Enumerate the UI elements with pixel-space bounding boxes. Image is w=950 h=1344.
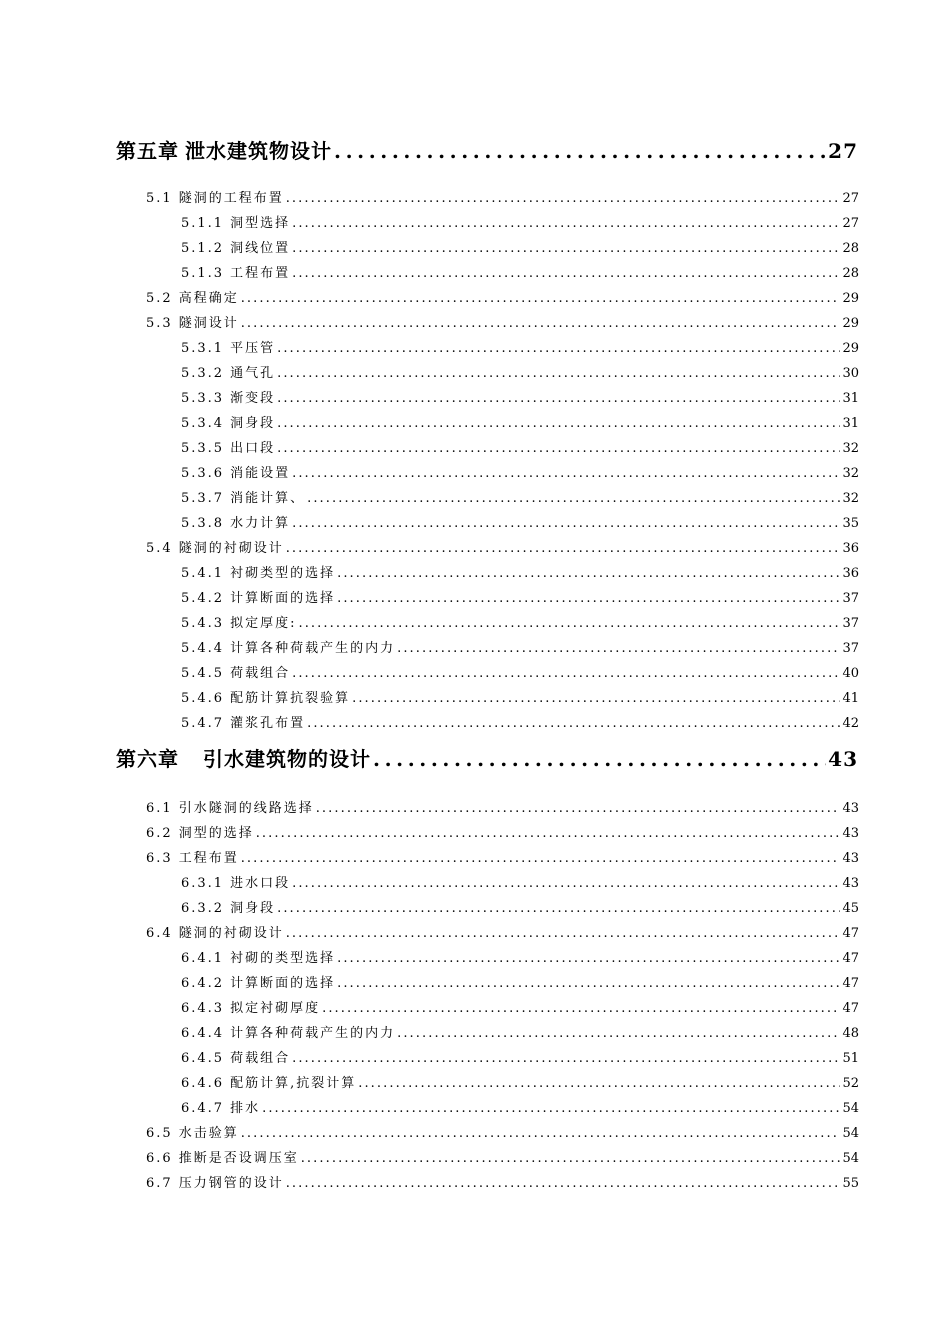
- toc-entry-label: 5.1.1 洞型选择: [181, 216, 291, 231]
- dot-leader: [241, 289, 841, 309]
- toc-subsection-6-4-3[interactable]: [181, 999, 859, 1019]
- dot-leader: [292, 214, 840, 234]
- toc-entry-label: 5.3.3 渐变段: [181, 391, 276, 406]
- toc-page-number: 47: [842, 926, 859, 941]
- toc-entry-label: 6.5 水击验算: [146, 1126, 239, 1141]
- toc-page-number: 29: [842, 341, 859, 356]
- toc-entry-label: 5.4.2 计算断面的选择: [181, 591, 336, 606]
- dot-leader: [292, 1049, 840, 1069]
- toc-entry-label: 5.3.4 洞身段: [181, 416, 276, 431]
- dot-leader: [301, 1149, 841, 1169]
- toc-page-number: 52: [842, 1076, 859, 1091]
- toc-section-5-2[interactable]: [146, 289, 859, 309]
- dot-leader: [352, 689, 840, 709]
- dot-leader: [292, 514, 840, 534]
- toc-page-number: 31: [842, 416, 859, 431]
- toc-entry-label: 5.4.5 荷载组合: [181, 666, 291, 681]
- toc-page-number: 37: [842, 591, 859, 606]
- dot-leader: [286, 189, 841, 209]
- toc-entry-label: 5.3.8 水力计算: [181, 516, 291, 531]
- dot-leader: [316, 799, 841, 819]
- toc-entry-label: 5.3.1 平压管: [181, 341, 276, 356]
- dot-leader: [337, 589, 840, 609]
- dot-leader: [292, 664, 840, 684]
- toc-subsection-5-4-2[interactable]: [181, 589, 859, 609]
- toc-subsection-5-3-6[interactable]: [181, 464, 859, 484]
- toc-entry-label: 5.3.6 消能设置: [181, 466, 291, 481]
- dot-leader: [334, 136, 826, 166]
- toc-section-6-6[interactable]: [146, 1149, 859, 1169]
- toc-subsection-6-3-1[interactable]: [181, 874, 859, 894]
- toc-entry-label: 5.1 隧洞的工程布置: [146, 191, 284, 206]
- toc-subsection-5-3-8[interactable]: [181, 514, 859, 534]
- dot-leader: [358, 1074, 840, 1094]
- toc-subsection-5-3-2[interactable]: [181, 364, 859, 384]
- dot-leader: [241, 314, 841, 334]
- toc-page-number: 48: [842, 1026, 859, 1041]
- toc-page-number: 32: [842, 441, 859, 456]
- toc-section-6-4[interactable]: [146, 924, 859, 944]
- toc-page-number: 37: [842, 641, 859, 656]
- toc-section-5-3[interactable]: [146, 314, 859, 334]
- toc-entry-label: 5.4.7 灌浆孔布置: [181, 716, 306, 731]
- toc-page-number: 41: [842, 691, 859, 706]
- toc-chapter-5[interactable]: [116, 136, 858, 166]
- toc-entry-label: 5.4.6 配筋计算抗裂验算: [181, 691, 351, 706]
- toc-page-number: 36: [842, 541, 859, 556]
- toc-subsection-5-1-3[interactable]: [181, 264, 859, 284]
- dot-leader: [292, 239, 840, 259]
- dot-leader: [337, 974, 840, 994]
- toc-entry-label: 5.4.3 拟定厚度:: [181, 616, 297, 631]
- toc-entry-label: 6.4.3 拟定衬砌厚度: [181, 1001, 321, 1016]
- toc-chapter-6[interactable]: [116, 744, 858, 774]
- toc-section-6-5[interactable]: [146, 1124, 859, 1144]
- dot-leader: [286, 1174, 841, 1194]
- dot-leader: [292, 874, 840, 894]
- toc-subsection-5-4-4[interactable]: [181, 639, 859, 659]
- toc-page-number: 28: [842, 266, 859, 281]
- toc-subsection-5-4-7[interactable]: [181, 714, 859, 734]
- toc-subsection-5-3-4[interactable]: [181, 414, 859, 434]
- toc-page-number: 27: [828, 139, 858, 163]
- dot-leader: [241, 849, 841, 869]
- toc-subsection-6-4-7[interactable]: [181, 1099, 859, 1119]
- toc-subsection-5-1-2[interactable]: [181, 239, 859, 259]
- toc-subsection-5-3-5[interactable]: [181, 439, 859, 459]
- dot-leader: [337, 949, 840, 969]
- toc-entry-label: 6.4.2 计算断面的选择: [181, 976, 336, 991]
- toc-subsection-6-4-5[interactable]: [181, 1049, 859, 1069]
- dot-leader: [277, 364, 840, 384]
- dot-leader: [286, 924, 841, 944]
- toc-subsection-6-4-6[interactable]: [181, 1074, 859, 1094]
- dot-leader: [277, 899, 840, 919]
- toc-entry-label: 6.4.4 计算各种荷载产生的内力: [181, 1026, 396, 1041]
- toc-page-number: 28: [842, 241, 859, 256]
- toc-page-number: 54: [842, 1126, 859, 1141]
- toc-subsection-5-4-5[interactable]: [181, 664, 859, 684]
- toc-page-number: 40: [842, 666, 859, 681]
- toc-subsection-6-4-1[interactable]: [181, 949, 859, 969]
- dot-leader: [298, 614, 840, 634]
- toc-entry-label: 6.4 隧洞的衬砌设计: [146, 926, 284, 941]
- toc-subsection-5-4-1[interactable]: [181, 564, 859, 584]
- dot-leader: [277, 339, 840, 359]
- toc-section-6-2[interactable]: [146, 824, 859, 844]
- toc-entry-label: 5.1.3 工程布置: [181, 266, 291, 281]
- toc-page-number: 35: [842, 516, 859, 531]
- toc-entry-label: 5.3.5 出口段: [181, 441, 276, 456]
- toc-section-6-1[interactable]: [146, 799, 859, 819]
- toc-subsection-5-3-1[interactable]: [181, 339, 859, 359]
- toc-section-6-3[interactable]: [146, 849, 859, 869]
- toc-page-number: 47: [842, 976, 859, 991]
- toc-entry-label: 6.4.5 荷载组合: [181, 1051, 291, 1066]
- toc-entry-label: 5.4 隧洞的衬砌设计: [146, 541, 284, 556]
- dot-leader: [277, 439, 840, 459]
- toc-section-5-1[interactable]: [146, 189, 859, 209]
- toc-page-number: 32: [842, 466, 859, 481]
- dot-leader: [256, 824, 841, 844]
- toc-page-number: 54: [842, 1151, 859, 1166]
- toc-entry-label: 6.4.7 排水: [181, 1101, 261, 1116]
- toc-page-number: 42: [842, 716, 859, 731]
- toc-entry-label: 6.7 压力钢管的设计: [146, 1176, 284, 1191]
- toc-page-number: 43: [828, 747, 858, 771]
- toc-page-number: 29: [842, 316, 859, 331]
- toc-page-number: 45: [842, 901, 859, 916]
- toc-page-number: 37: [842, 616, 859, 631]
- toc-entry-label: 5.4.1 衬砌类型的选择: [181, 566, 336, 581]
- toc-entry-label: 6.3.1 进水口段: [181, 876, 291, 891]
- toc-subsection-6-4-2[interactable]: [181, 974, 859, 994]
- dot-leader: [307, 489, 840, 509]
- toc-subsection-5-1-1[interactable]: [181, 214, 859, 234]
- toc-entry-label: 5.2 高程确定: [146, 291, 239, 306]
- toc-subsection-6-4-4[interactable]: [181, 1024, 859, 1044]
- toc-entry-label: 6.6 推断是否设调压室: [146, 1151, 299, 1166]
- toc-entry-label: 5.3.2 通气孔: [181, 366, 276, 381]
- dot-leader: [292, 464, 840, 484]
- toc-page-number: 51: [842, 1051, 859, 1066]
- toc-section-6-7[interactable]: [146, 1174, 859, 1194]
- toc-subsection-6-3-2[interactable]: [181, 899, 859, 919]
- toc-entry-label: 第六章 引水建筑物的设计: [116, 747, 371, 771]
- toc-entry-label: 6.3 工程布置: [146, 851, 239, 866]
- dot-leader: [397, 639, 840, 659]
- toc-page-number: 29: [842, 291, 859, 306]
- toc-section-5-4[interactable]: [146, 539, 859, 559]
- toc-page-number: 43: [842, 826, 859, 841]
- toc-entry-label: 6.1 引水隧洞的线路选择: [146, 801, 314, 816]
- toc-page-number: 54: [842, 1101, 859, 1116]
- toc-page-number: 27: [842, 191, 859, 206]
- toc-page-number: 27: [842, 216, 859, 231]
- toc-page-number: 43: [842, 876, 859, 891]
- dot-leader: [262, 1099, 840, 1119]
- toc-subsection-5-3-3[interactable]: [181, 389, 859, 409]
- toc-entry-label: 5.1.2 洞线位置: [181, 241, 291, 256]
- dot-leader: [373, 744, 826, 774]
- toc-page-number: 36: [842, 566, 859, 581]
- dot-leader: [286, 539, 841, 559]
- toc-page-number: 47: [842, 1001, 859, 1016]
- toc-page-number: 43: [842, 851, 859, 866]
- toc-entry-label: 第五章 泄水建筑物设计: [116, 139, 332, 163]
- toc-entry-label: 6.3.2 洞身段: [181, 901, 276, 916]
- toc-page-number: 43: [842, 801, 859, 816]
- dot-leader: [397, 1024, 840, 1044]
- dot-leader: [337, 564, 840, 584]
- toc-entry-label: 5.4.4 计算各种荷载产生的内力: [181, 641, 396, 656]
- toc-entry-label: 6.4.6 配筋计算,抗裂计算: [181, 1076, 357, 1091]
- toc-subsection-5-4-3[interactable]: [181, 614, 859, 634]
- toc-entry-label: 5.3 隧洞设计: [146, 316, 239, 331]
- toc-entry-label: 6.4.1 衬砌的类型选择: [181, 951, 336, 966]
- toc-page-number: 55: [842, 1176, 859, 1191]
- toc-page-number: 31: [842, 391, 859, 406]
- toc-entry-label: 6.2 洞型的选择: [146, 826, 254, 841]
- toc-subsection-5-3-7[interactable]: [181, 489, 859, 509]
- dot-leader: [322, 999, 840, 1019]
- dot-leader: [277, 389, 840, 409]
- toc-entry-label: 5.3.7 消能计算、: [181, 491, 306, 506]
- toc-page-number: 47: [842, 951, 859, 966]
- toc-subsection-5-4-6[interactable]: [181, 689, 859, 709]
- dot-leader: [241, 1124, 841, 1144]
- dot-leader: [307, 714, 840, 734]
- toc-page-number: 30: [842, 366, 859, 381]
- dot-leader: [292, 264, 840, 284]
- dot-leader: [277, 414, 840, 434]
- toc-page-number: 32: [842, 491, 859, 506]
